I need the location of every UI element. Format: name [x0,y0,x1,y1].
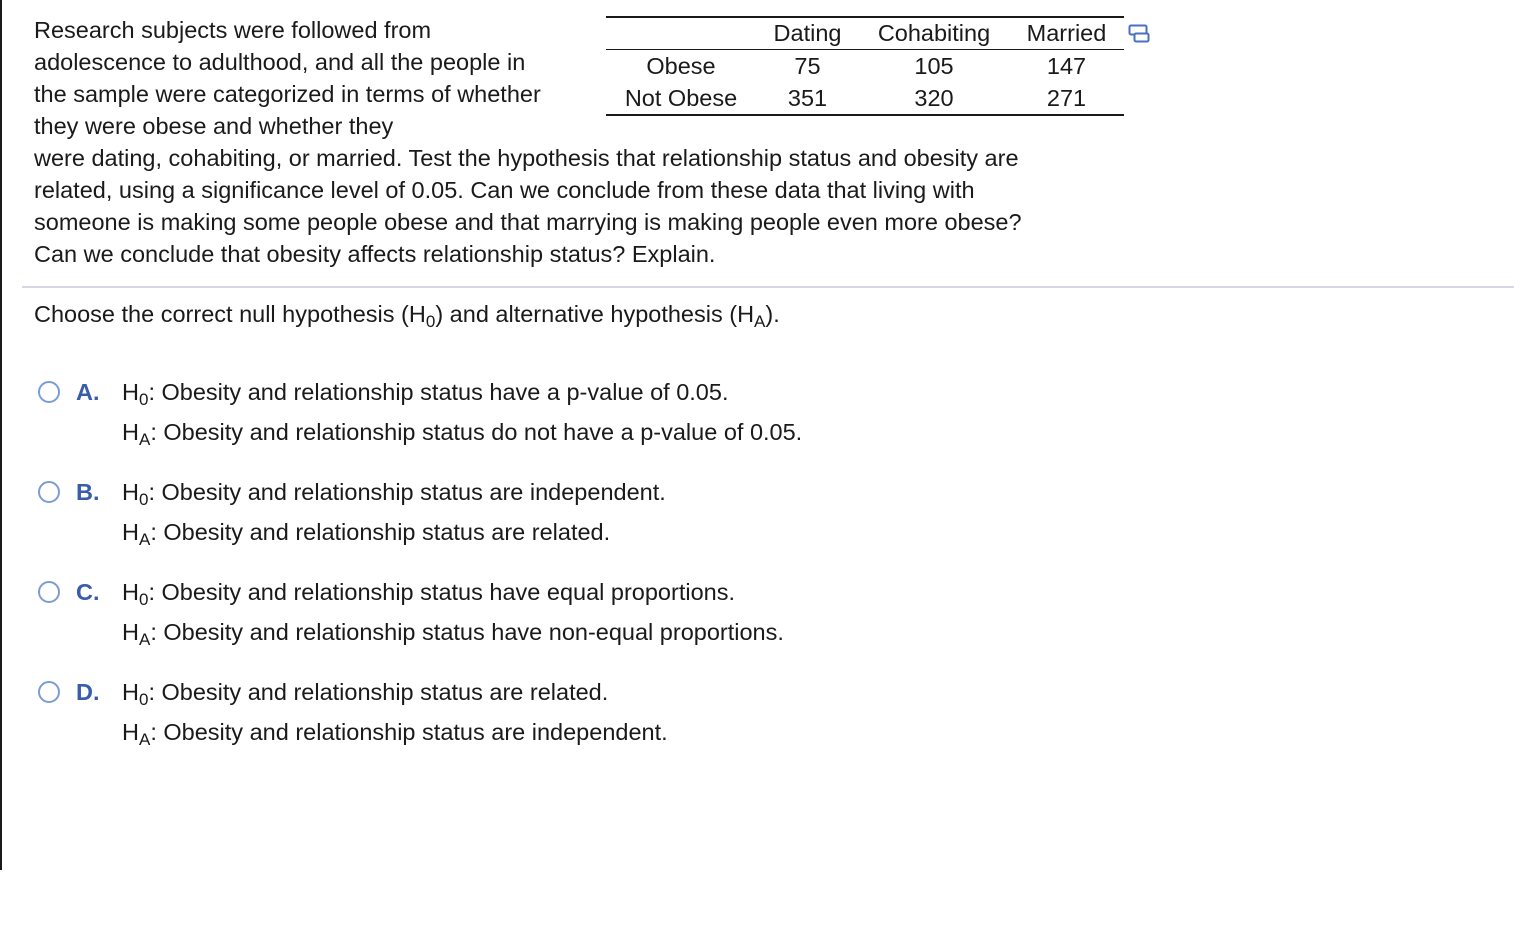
question-body [34,142,1134,270]
option-c[interactable] [38,576,938,656]
alternative-hypothesis: $H_A$: Obesity and relationship status have non-equal proportions. [122,619,784,649]
radio-button[interactable] [38,581,60,603]
radio-button[interactable] [38,381,60,403]
table-cell: 271 [1046,84,1087,111]
prompt-text: ). [765,301,780,327]
table-cell: 75 [794,52,821,79]
option-letter: B. [76,479,100,505]
body-line: related, using a significance level of 0.05. Can we conclude from these data that living with [34,177,975,203]
null-hypothesis: $H_0$: Obesity and relationship status have a p-value of 0.05. [122,379,729,409]
section-divider [22,286,1514,288]
row-label: Obese [646,52,716,79]
option-letter: A. [76,379,100,405]
table-header-cell: Dating [773,20,842,46]
row-label: Not Obese [624,84,738,111]
table-header-row [606,18,1124,50]
table-cell: 351 [787,84,828,111]
subscript: A [754,312,766,331]
radio-button[interactable] [38,481,60,503]
alternative-hypothesis: $H_A$: Obesity and relationship status do not have a p-value of 0.05. [122,419,803,449]
null-hypothesis: $H_0$: Obesity and relationship status are independent. [122,479,666,509]
prompt-text: ) and alternative hypothesis (H [435,301,755,327]
body-line: someone is making some people obese and that marrying is making people even more obese? [34,209,1022,235]
table-cell: 320 [914,84,954,111]
option-a[interactable] [38,376,938,456]
table-header-cell: Cohabiting [877,20,991,46]
copy-table-icon[interactable] [1128,24,1152,44]
option-b[interactable] [38,476,938,556]
question-intro [34,14,599,142]
table-cell: 105 [914,52,954,79]
data-table [606,16,1124,116]
option-letter: C. [76,579,100,605]
prompt-text: Choose the correct null hypothesis (H [34,301,426,327]
option-d[interactable] [38,676,938,756]
body-line: were dating, cohabiting, or married. Test the hypothesis that relationship status and obesity are [34,145,1019,171]
subscript: 0 [425,312,436,331]
alternative-hypothesis: $H_A$: Obesity and relationship status are independent. [122,719,668,749]
intro-line: adolescence to adulthood, and all the people in [34,49,526,75]
table-row [606,50,1124,82]
option-letter: D. [76,679,100,705]
table-row [606,82,1124,114]
table-header-cell: Married [1026,20,1107,46]
left-border [0,0,2,870]
radio-button[interactable] [38,681,60,703]
body-line: Can we conclude that obesity affects relationship status? Explain. [34,241,716,267]
intro-line: Research subjects were followed from [34,17,432,43]
null-hypothesis: $H_0$: Obesity and relationship status have equal proportions. [122,579,736,609]
instruction-prompt [34,298,780,330]
alternative-hypothesis: $H_A$: Obesity and relationship status are related. [122,519,611,549]
null-hypothesis: $H_0$: Obesity and relationship status are related. [122,679,609,709]
table-cell: 147 [1046,52,1087,79]
intro-line: the sample were categorized in terms of whether [34,81,541,107]
intro-line: they were obese and whether they [34,113,394,139]
